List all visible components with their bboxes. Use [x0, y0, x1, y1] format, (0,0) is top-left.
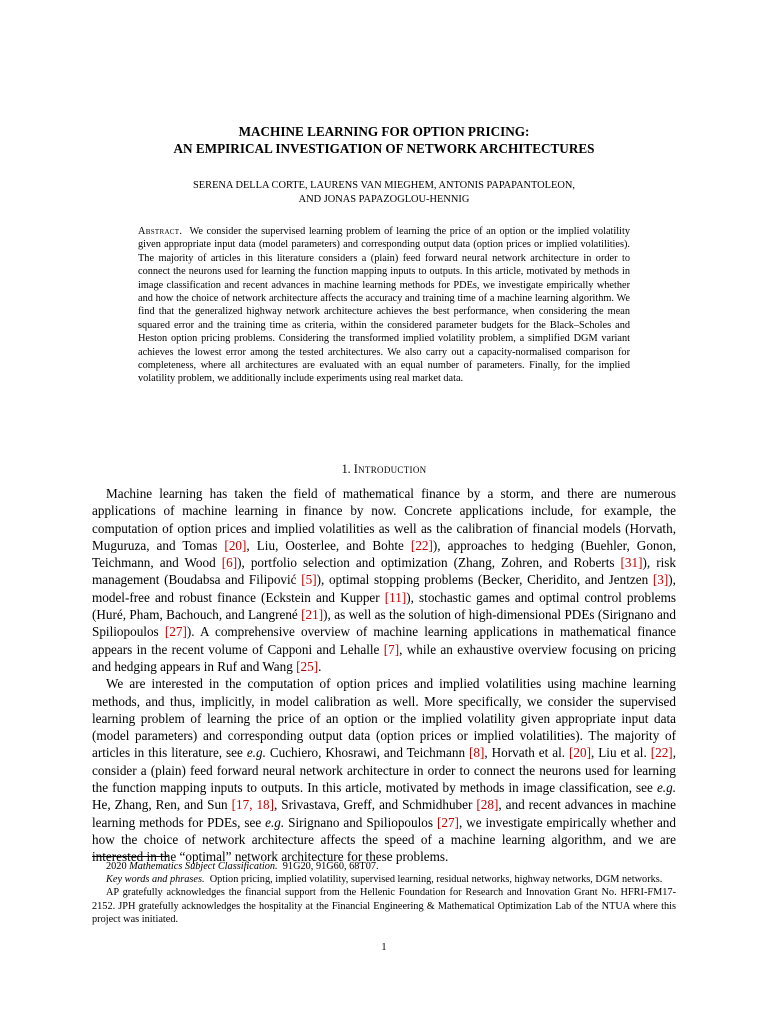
text-run: , and recent advances in machine learning methods for PDEs, see	[92, 797, 676, 830]
citation-link[interactable]: [25]	[296, 658, 319, 674]
citation-link[interactable]: [20]	[569, 745, 591, 761]
authors-line-1: SERENA DELLA CORTE, LAURENS VAN MIEGHEM, ANTONIS PAPAPANTOLEON,	[193, 180, 575, 191]
citation-link[interactable]: [6]	[221, 555, 238, 571]
text-run: , Srivastava, Greff, and Schmidhuber	[274, 797, 477, 813]
title-line-1: MACHINE LEARNING FOR OPTION PRICING:	[238, 124, 530, 139]
title-line-2: AN EMPIRICAL INVESTIGATION OF NETWORK ARCHITECTURES	[173, 141, 595, 156]
text-run: .	[318, 658, 322, 674]
citation-link[interactable]: [8]	[469, 745, 485, 761]
citation-link[interactable]: [17, 18]	[231, 797, 275, 813]
text-run: Cuchiero, Khosrawi, and Teichmann	[265, 745, 469, 761]
text-run: , while an exhaustive overview focusing on pricing and hedging appears in Ruf and Wang	[92, 641, 677, 674]
footnote-msc	[92, 860, 676, 873]
italic-eg: e.g.	[246, 745, 266, 761]
citation-link[interactable]: [3]	[652, 572, 669, 588]
page-number: 1	[381, 942, 387, 953]
paper-title	[0, 123, 768, 157]
abstract-text: We consider the supervised learning problem of learning the price of an option or the implied volatility given appropriate input data (model parameters) and corresponding output data (option prices or implied volatilities). The majority of articles in this literature considers a (plain) feed forward neural network architecture in order to connect the neurons used for learning the function mapping inputs to outputs. In this article, motivated by methods in image classification and recent advances in machine learning methods for PDEs, we investigate empirically whether and how the choice of network architecture affects the accuracy and training time of a machine learning algorithm. We find that the generalized highway network architecture achieves the best performance, when considering the mean squared error and the training time as criteria, within the considered parameter budgets for the Black–Scholes and Heston option pricing problems. Considering the transformed implied volatility problem, a simplified DGM variant achieves the lowest error among the tested architectures. We also carry out a capacity-normalised comparison for completeness, where all architectures are evaluated with an equal number of parameters. Finally, for the implied volatility problem, we additionally include experiments using real market data.	[138, 226, 630, 385]
footnotes	[92, 856, 676, 926]
keywords-text: Option pricing, implied volatility, supervised learning, residual networks, highway networks, DGM networks.	[209, 874, 663, 886]
text-run: ), risk management (Boudabsa and Filipović	[92, 555, 677, 588]
text-run: , Liu, Oosterlee, and Bohte	[246, 537, 411, 553]
citation-link[interactable]: [11]	[384, 589, 407, 605]
paragraph-2	[92, 675, 676, 865]
citation-link[interactable]: [22]	[410, 537, 433, 553]
text-run: We are interested in the computation of option prices and implied volatilities using machine learning methods, and thus, implicitly, in model calibration as well. More specifically, we consider the supervised learning problem of learning the price of an option or the implied volatility given appropriate input data (model parameters) and corresponding output data (option prices or implied volatilities). The majority of articles in this literature, see	[92, 676, 676, 761]
text-run: ), model-free and robust finance (Eckstein and Kupper	[92, 572, 676, 605]
citation-link[interactable]: [22]	[650, 745, 673, 761]
section-heading	[0, 461, 768, 477]
keywords-label: Key words and phrases.	[106, 874, 205, 886]
msc-year: 2020	[106, 861, 127, 872]
citation-link[interactable]: [27]	[436, 814, 459, 830]
text-run: ), portfolio selection and optimization (Zhang, Zohren, and Roberts	[237, 555, 621, 571]
footnote-divider	[92, 856, 168, 857]
author-list	[0, 179, 768, 207]
text-run: , Horvath et al.	[484, 745, 569, 761]
paragraph-1	[92, 485, 676, 675]
section-title: Introduction	[353, 462, 427, 476]
text-run: ), stochastic games and optimal control problems (Huré, Pham, Bachouch, and Langrené	[92, 589, 677, 623]
msc-label: Mathematics Subject Classification.	[129, 861, 278, 872]
citation-link[interactable]: [31]	[620, 555, 643, 571]
footnote-acknowledgement: AP gratefully acknowledges the financial support from the Hellenic Foundation for Research and Innovation Grant No. HFRI-FM17-2152. JPH gratefully acknowledges the hospitality at the Financial Engineering & Mathematical Optimization Lab of the NTUA where this project was initiated.	[92, 887, 676, 925]
citation-link[interactable]: [28]	[476, 797, 499, 813]
text-run: Sirignano and Spiliopoulos	[284, 814, 437, 830]
msc-codes: 91G20, 91G60, 68T07.	[282, 861, 379, 872]
authors-line-2: AND JONAS PAPAZOGLOU-HENNIG	[298, 194, 470, 205]
text-run: He, Zhang, Ren, and Sun	[92, 797, 232, 813]
citation-link[interactable]: [5]	[301, 572, 317, 588]
footnote-keywords	[92, 873, 676, 886]
citation-link[interactable]: [20]	[224, 537, 247, 553]
text-run: , Liu et al.	[590, 745, 651, 761]
citation-link[interactable]: [27]	[164, 624, 187, 640]
italic-eg: e.g.	[265, 814, 285, 830]
text-run: ), as well as the solution of high-dimensional PDEs (Sirignano and Spiliopoulos	[92, 607, 676, 640]
italic-eg: e.g.	[656, 780, 676, 796]
text-run: ), approaches to hedging (Buehler, Gonon, Teichmann, and Wood	[92, 537, 676, 571]
text-run: , consider a (plain) feed forward neural network architecture in order to connect the neurons used for learning the function mapping inputs to outputs. In this article, motivated by methods in image classification, see	[92, 745, 676, 796]
body-text	[92, 485, 676, 866]
citation-link[interactable]: [21]	[301, 607, 324, 623]
text-run: ). A comprehensive overview of machine learning applications in mathematical finance appears in the recent volume of Capponi and Lehalle	[92, 624, 677, 657]
abstract-label: Abstract.	[138, 226, 183, 237]
abstract	[138, 225, 630, 386]
section-number: 1.	[341, 462, 351, 476]
text-run: ), optimal stopping problems (Becker, Cheridito, and Jentzen	[316, 572, 653, 588]
text-run: Machine learning has taken the field of mathematical finance by a storm, and there are numerous applications of machine learning in finance by now. Concrete applications include, for example, the computation of option prices and implied volatilities as well as the calibration of financial models (Horvath, Muguruza, and Tomas	[92, 486, 676, 553]
text-run: , we investigate empirically whether and how the choice of network architecture affects the speed of a machine learning algorithm, and we are interested in the “optimal” network architecture for these problems.	[92, 814, 676, 865]
citation-link[interactable]: [7]	[383, 641, 400, 657]
